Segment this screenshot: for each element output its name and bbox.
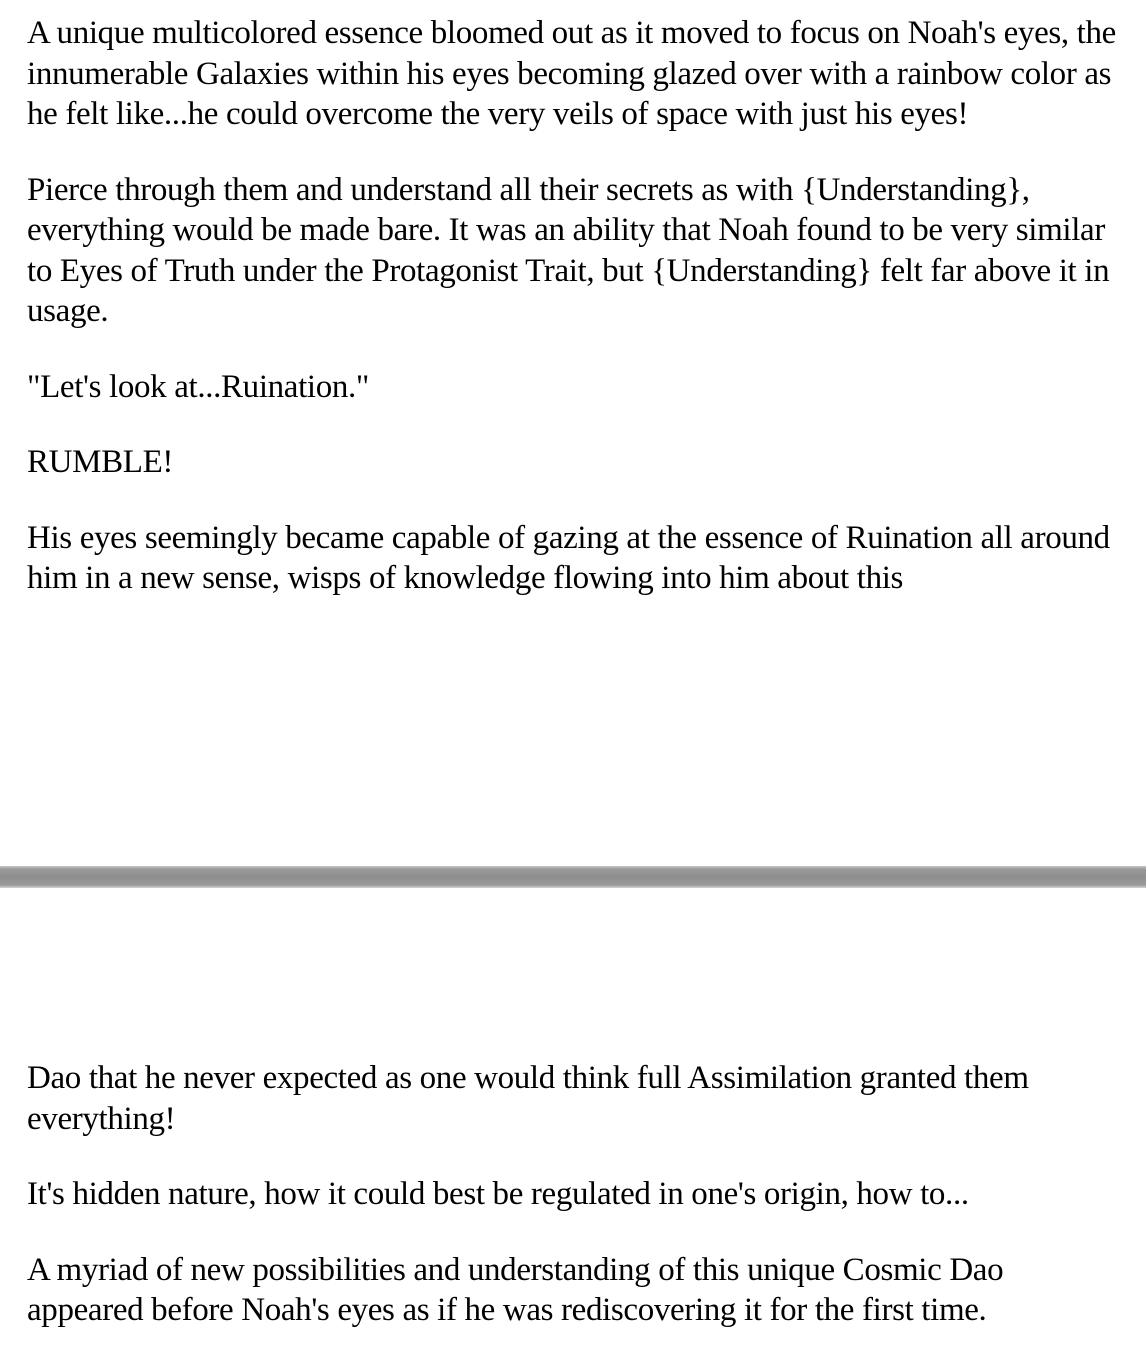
- paragraph: Pierce through them and understand all their secrets as with {Understanding}, everything would be made bare. It was an ability that Noah found to be very similar to Eyes of Truth under the Protagonist Trait, but {Understanding} felt far above it in usage.: [27, 171, 1110, 329]
- page-divider: [0, 866, 1146, 888]
- paragraph: RUMBLE!: [27, 444, 174, 480]
- paragraph: Dao that he never expected as one would think full Assimilation granted them everything!: [27, 1060, 1029, 1137]
- paragraph: It's hidden nature, how it could best be regulated in one's origin, how to...: [27, 1176, 969, 1212]
- page-bottom-text: [27, 1058, 1127, 1366]
- paragraph: "Let's look at...Ruination.": [27, 368, 370, 405]
- paragraph: His eyes seemingly became capable of gazing at the essence of Ruination all around him in a new sense, wisps of knowledge flowing into him about this: [27, 519, 1110, 596]
- paragraph: A unique multicolored essence bloomed out as it moved to focus on Noah's eyes, the innumerable Galaxies within his eyes becoming glazed over with a rainbow color as he felt like...he could overcome the very veils of space with just his eyes!: [27, 15, 1116, 132]
- page-top-text: [27, 13, 1127, 634]
- paragraph: A myriad of new possibilities and understanding of this unique Cosmic Dao appeared before Noah's eyes as if he was rediscovering it for the first time.: [27, 1251, 1004, 1328]
- page-bottom: [0, 888, 1146, 1356]
